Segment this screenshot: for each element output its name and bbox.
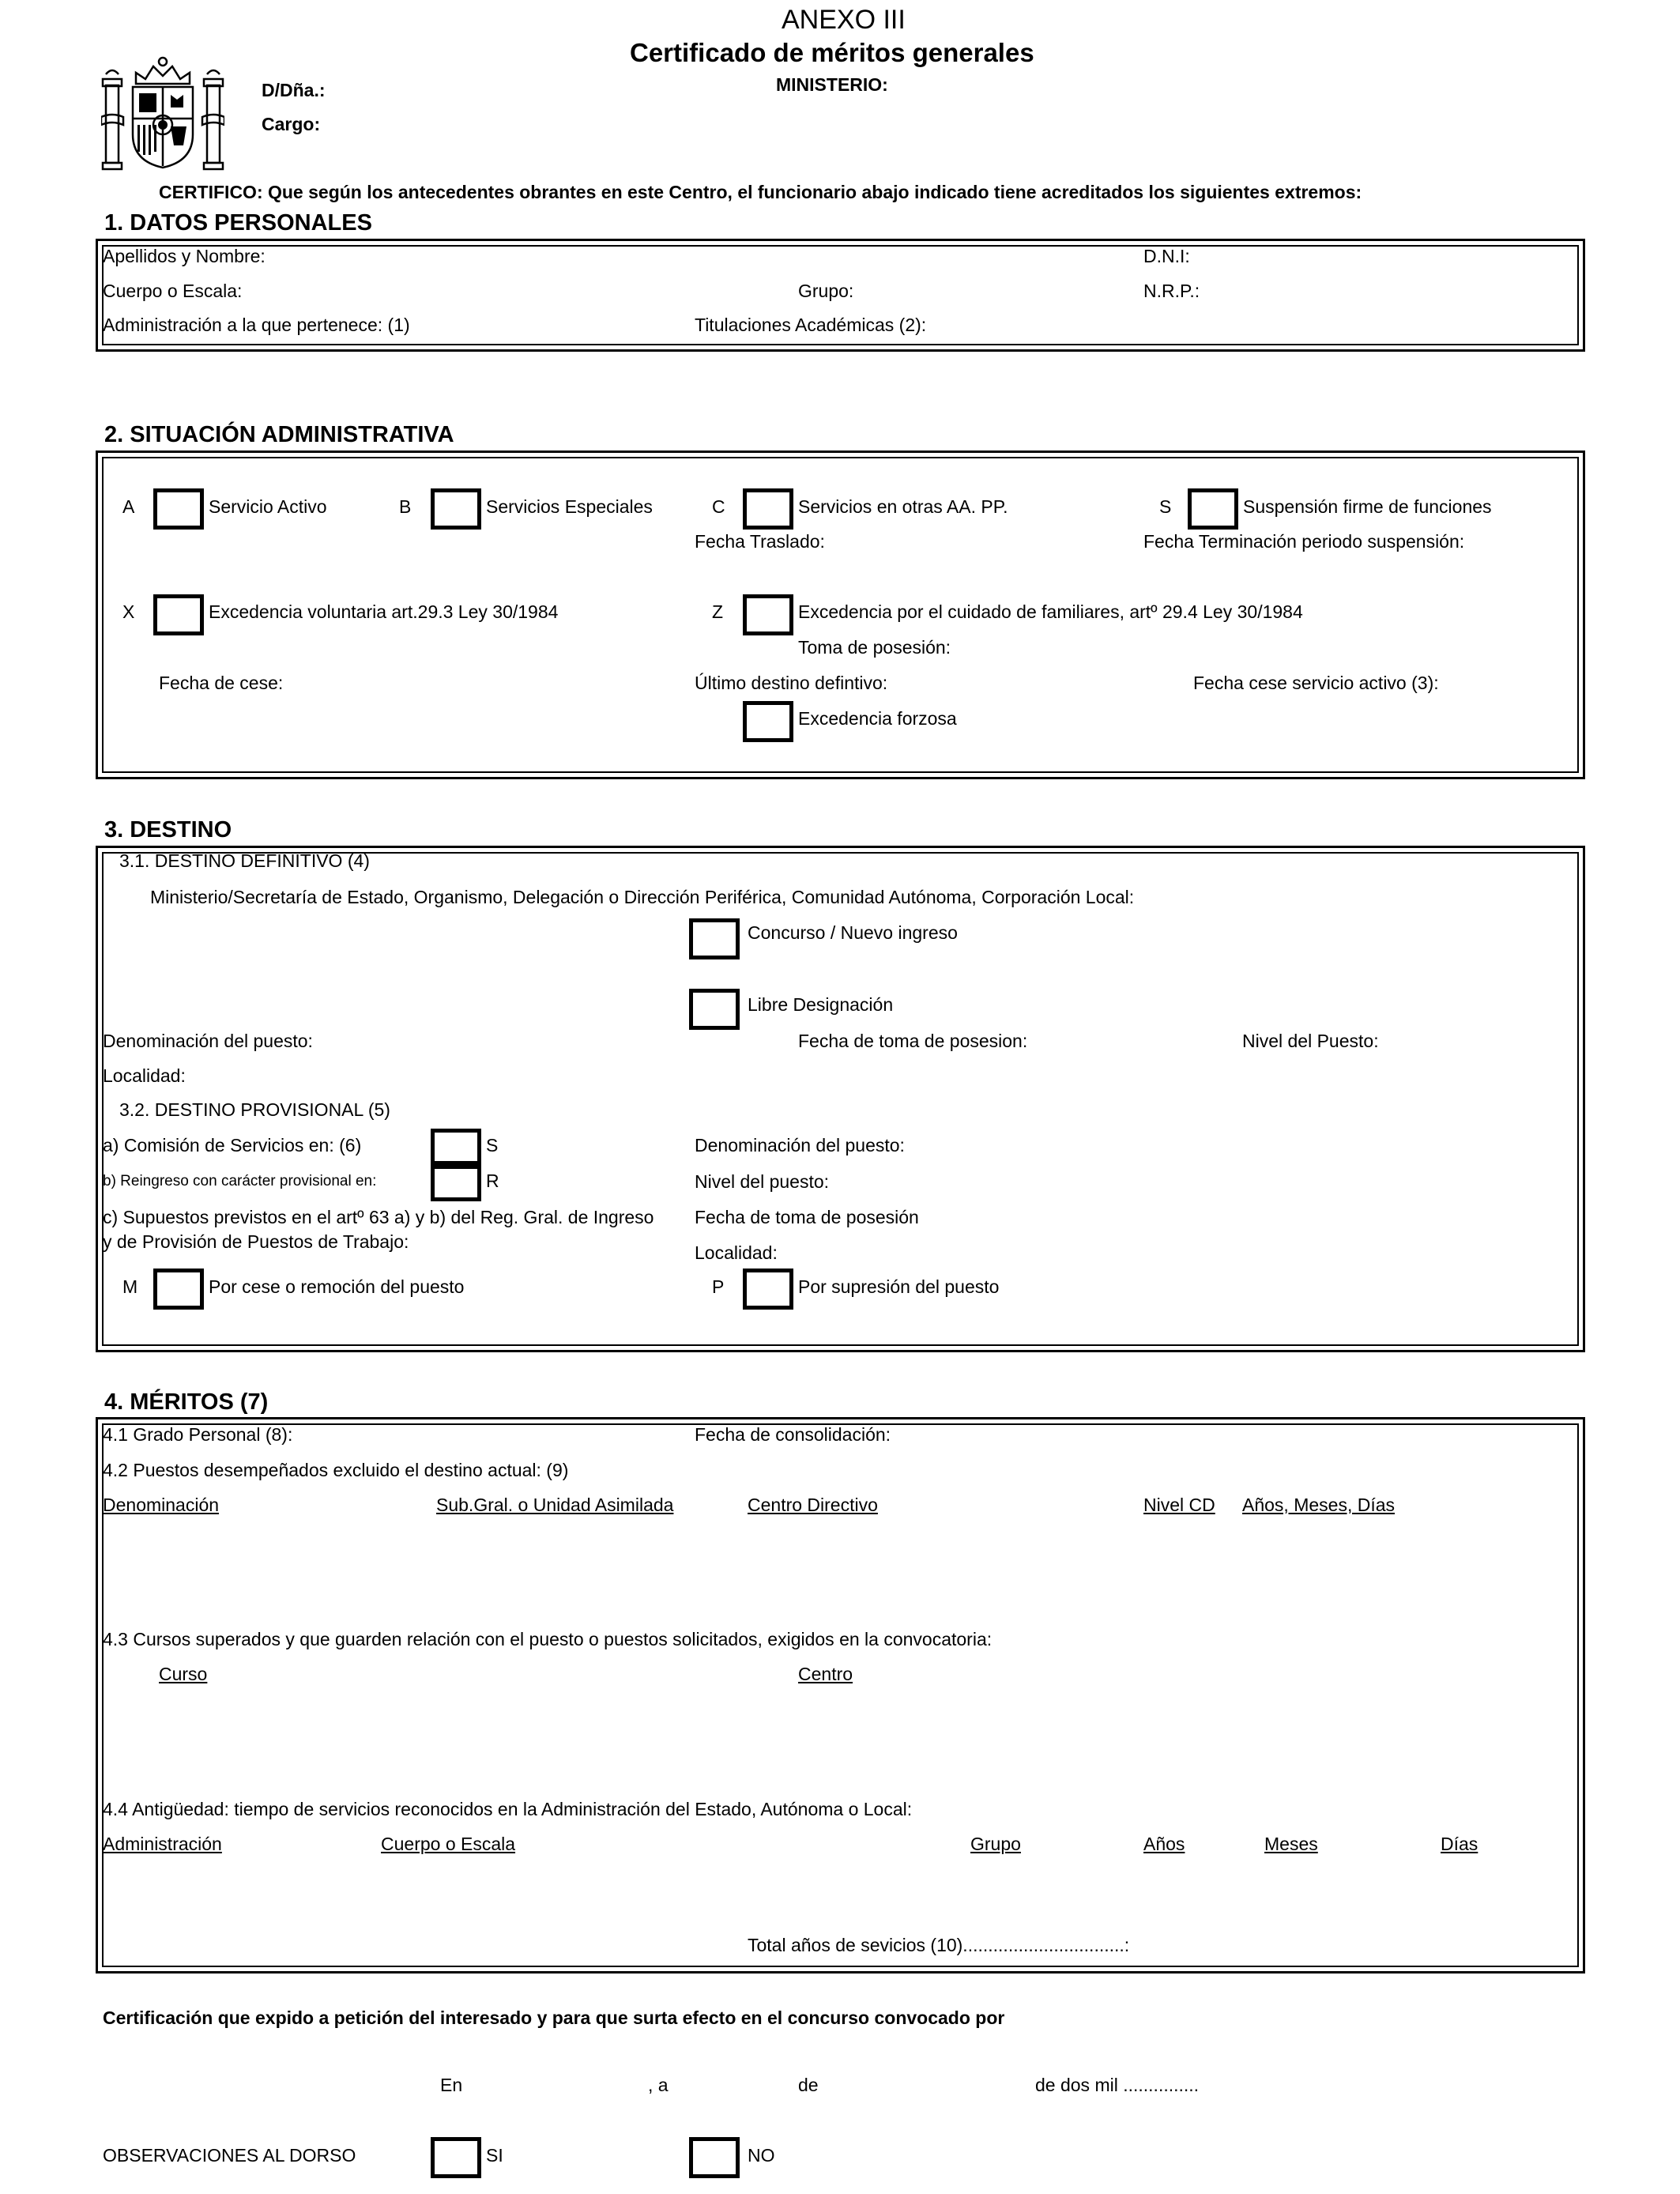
ministry-line-label: Ministerio/Secretaría de Estado, Organismo, Delegación o Dirección Periférica, Comunidad Autónoma, Corporación Local: <box>150 887 1135 907</box>
remarks-label: OBSERVACIONES AL DORSO <box>103 2145 356 2166</box>
degrees-label: Titulaciones Académicas (2): <box>695 315 927 335</box>
surname-label: Apellidos y Nombre: <box>103 246 266 266</box>
forced-leave-checkbox[interactable] <box>743 701 793 742</box>
other-admin-services-checkbox[interactable] <box>743 488 793 530</box>
prov-level-label: Nivel del puesto: <box>695 1171 830 1192</box>
active-service-label: Servicio Activo <box>209 496 327 517</box>
family-care-leave-label: Excedencia por el cuidado de familiares, artº 29.4 Ley 30/1984 <box>798 601 1303 622</box>
administration-label: Administración a la que pertenece: (1) <box>103 315 410 335</box>
annex-title: ANEXO III <box>782 5 906 35</box>
col-months: Meses <box>1264 1834 1318 1854</box>
special-services-label: Servicios Especiales <box>486 496 653 517</box>
remarks-no-label: NO <box>748 2145 775 2166</box>
option-c-letter: C <box>712 496 725 517</box>
col-course: Curso <box>159 1664 208 1684</box>
certification-statement: Certificación que expido a petición del interesado y para que surta efecto en el concurso convocado por <box>103 2007 1005 2028</box>
locality-label: Localidad: <box>103 1065 186 1086</box>
dni-label: D.N.I: <box>1143 246 1190 266</box>
possession-label: Toma de posesión: <box>798 637 951 658</box>
courses-title: 4.3 Cursos superados y que guarden relación con el puesto o puestos solicitados, exigidos en la convocatoria: <box>103 1629 993 1649</box>
position-label: Cargo: <box>262 114 321 134</box>
section-4-title: 4. MÉRITOS (7) <box>104 1389 269 1415</box>
forced-leave-label: Excedencia forzosa <box>798 708 957 729</box>
other-admin-services-label: Servicios en otras AA. PP. <box>798 496 1008 517</box>
prov-locality-label: Localidad: <box>695 1242 778 1263</box>
coat-of-arms-logo <box>101 55 224 174</box>
special-services-checkbox[interactable] <box>431 488 481 530</box>
option-m-letter: M <box>122 1276 138 1297</box>
definitive-destination-title: 3.1. DESTINO DEFINITIVO (4) <box>119 850 370 871</box>
grade-label: 4.1 Grado Personal (8): <box>103 1424 293 1445</box>
name-label: D/Dña.: <box>262 80 326 100</box>
col-course-centre: Centro <box>798 1664 853 1684</box>
seniority-title: 4.4 Antigüedad: tiempo de servicios reconocidos en la Administración del Estado, Autónoma o Local: <box>103 1799 913 1819</box>
commission-code: S <box>486 1135 499 1155</box>
date-comma-label: , a <box>648 2075 669 2095</box>
ministry-label: MINISTERIO: <box>776 74 888 95</box>
prov-post-name-label: Denominación del puesto: <box>695 1135 905 1155</box>
option-a-letter: A <box>122 496 135 517</box>
col-group: Grupo <box>970 1834 1021 1854</box>
place-label: En <box>440 2075 463 2095</box>
suspension-label: Suspensión firme de funciones <box>1243 496 1492 517</box>
col-subdirectorate: Sub.Gral. o Unidad Asimilada <box>436 1495 674 1515</box>
col-directive-centre: Centro Directivo <box>748 1495 878 1515</box>
group-label: Grupo: <box>798 281 854 301</box>
active-end-label: Fecha cese servicio activo (3): <box>1193 673 1439 693</box>
voluntary-leave-checkbox[interactable] <box>153 594 204 635</box>
suspension-end-label: Fecha Terminación periodo suspensión: <box>1143 531 1465 552</box>
post-level-label: Nivel del Puesto: <box>1242 1031 1379 1051</box>
col-administration: Administración <box>103 1834 222 1854</box>
post-name-label: Denominación del puesto: <box>103 1031 313 1051</box>
removal-checkbox[interactable] <box>153 1269 204 1310</box>
free-designation-label: Libre Designación <box>748 994 894 1015</box>
possession-date-label: Fecha de toma de posesion: <box>798 1031 1028 1051</box>
removal-label: Por cese o remoción del puesto <box>209 1276 465 1297</box>
leave-date-label: Fecha de cese: <box>159 673 284 693</box>
remarks-yes-label: SI <box>486 2145 503 2166</box>
family-care-leave-checkbox[interactable] <box>743 594 793 635</box>
contest-checkbox[interactable] <box>689 918 740 959</box>
cases-label-line-1: c) Supuestos previstos en el artº 63 a) y b) del Reg. Gral. de Ingreso <box>103 1207 654 1227</box>
col-level: Nivel CD <box>1143 1495 1215 1515</box>
col-denomination: Denominación <box>103 1495 220 1515</box>
free-designation-checkbox[interactable] <box>689 989 740 1030</box>
document-title: Certificado de méritos generales <box>630 38 1034 67</box>
reentry-code: R <box>486 1171 499 1191</box>
option-s-letter: S <box>1159 496 1172 517</box>
option-z-letter: Z <box>712 601 724 622</box>
reentry-label: b) Reingreso con carácter provisional en: <box>103 1173 377 1189</box>
consolidation-label: Fecha de consolidación: <box>695 1424 891 1445</box>
col-corps: Cuerpo o Escala <box>381 1834 516 1854</box>
col-days: Días <box>1441 1834 1478 1854</box>
suppression-checkbox[interactable] <box>743 1269 793 1310</box>
total-service-label: Total años de sevicios (10)................................: <box>748 1935 1130 1955</box>
posts-title: 4.2 Puestos desempeñados excluido el destino actual: (9) <box>103 1460 569 1480</box>
voluntary-leave-label: Excedencia voluntaria art.29.3 Ley 30/1984 <box>209 601 559 622</box>
contest-label: Concurso / Nuevo ingreso <box>748 922 958 943</box>
section-2-title: 2. SITUACIÓN ADMINISTRATIVA <box>104 422 454 447</box>
option-b-letter: B <box>399 496 412 517</box>
section-1-title: 1. DATOS PERSONALES <box>104 210 372 236</box>
certify-statement: CERTIFICO: Que según los antecedentes obrantes en este Centro, el funcionario abajo indicado tiene acreditados los siguientes extremos: <box>159 182 1362 202</box>
section-3-title: 3. DESTINO <box>104 817 232 843</box>
reentry-checkbox[interactable] <box>431 1165 481 1201</box>
remarks-no-checkbox[interactable] <box>689 2137 740 2178</box>
prov-possession-label: Fecha de toma de posesión <box>695 1207 919 1227</box>
suspension-checkbox[interactable] <box>1188 488 1238 530</box>
col-years: Años <box>1143 1834 1185 1854</box>
option-p-letter: P <box>712 1276 725 1297</box>
col-time: Años, Meses, Días <box>1242 1495 1396 1515</box>
commission-checkbox[interactable] <box>431 1129 481 1165</box>
remarks-yes-checkbox[interactable] <box>431 2137 481 2178</box>
corps-label: Cuerpo o Escala: <box>103 281 243 301</box>
month-label: de <box>798 2075 819 2095</box>
transfer-date-label: Fecha Traslado: <box>695 531 825 552</box>
active-service-checkbox[interactable] <box>153 488 204 530</box>
commission-label: a) Comisión de Servicios en: (6) <box>103 1135 362 1155</box>
cases-label-line-2: y de Provisión de Puestos de Trabajo: <box>103 1231 409 1252</box>
nrp-label: N.R.P.: <box>1143 281 1200 301</box>
last-post-label: Último destino defintivo: <box>695 673 888 693</box>
option-x-letter: X <box>122 601 135 622</box>
provisional-destination-title: 3.2. DESTINO PROVISIONAL (5) <box>119 1099 390 1120</box>
suppression-label: Por supresión del puesto <box>798 1276 1000 1297</box>
year-label: de dos mil ............... <box>1035 2075 1200 2095</box>
